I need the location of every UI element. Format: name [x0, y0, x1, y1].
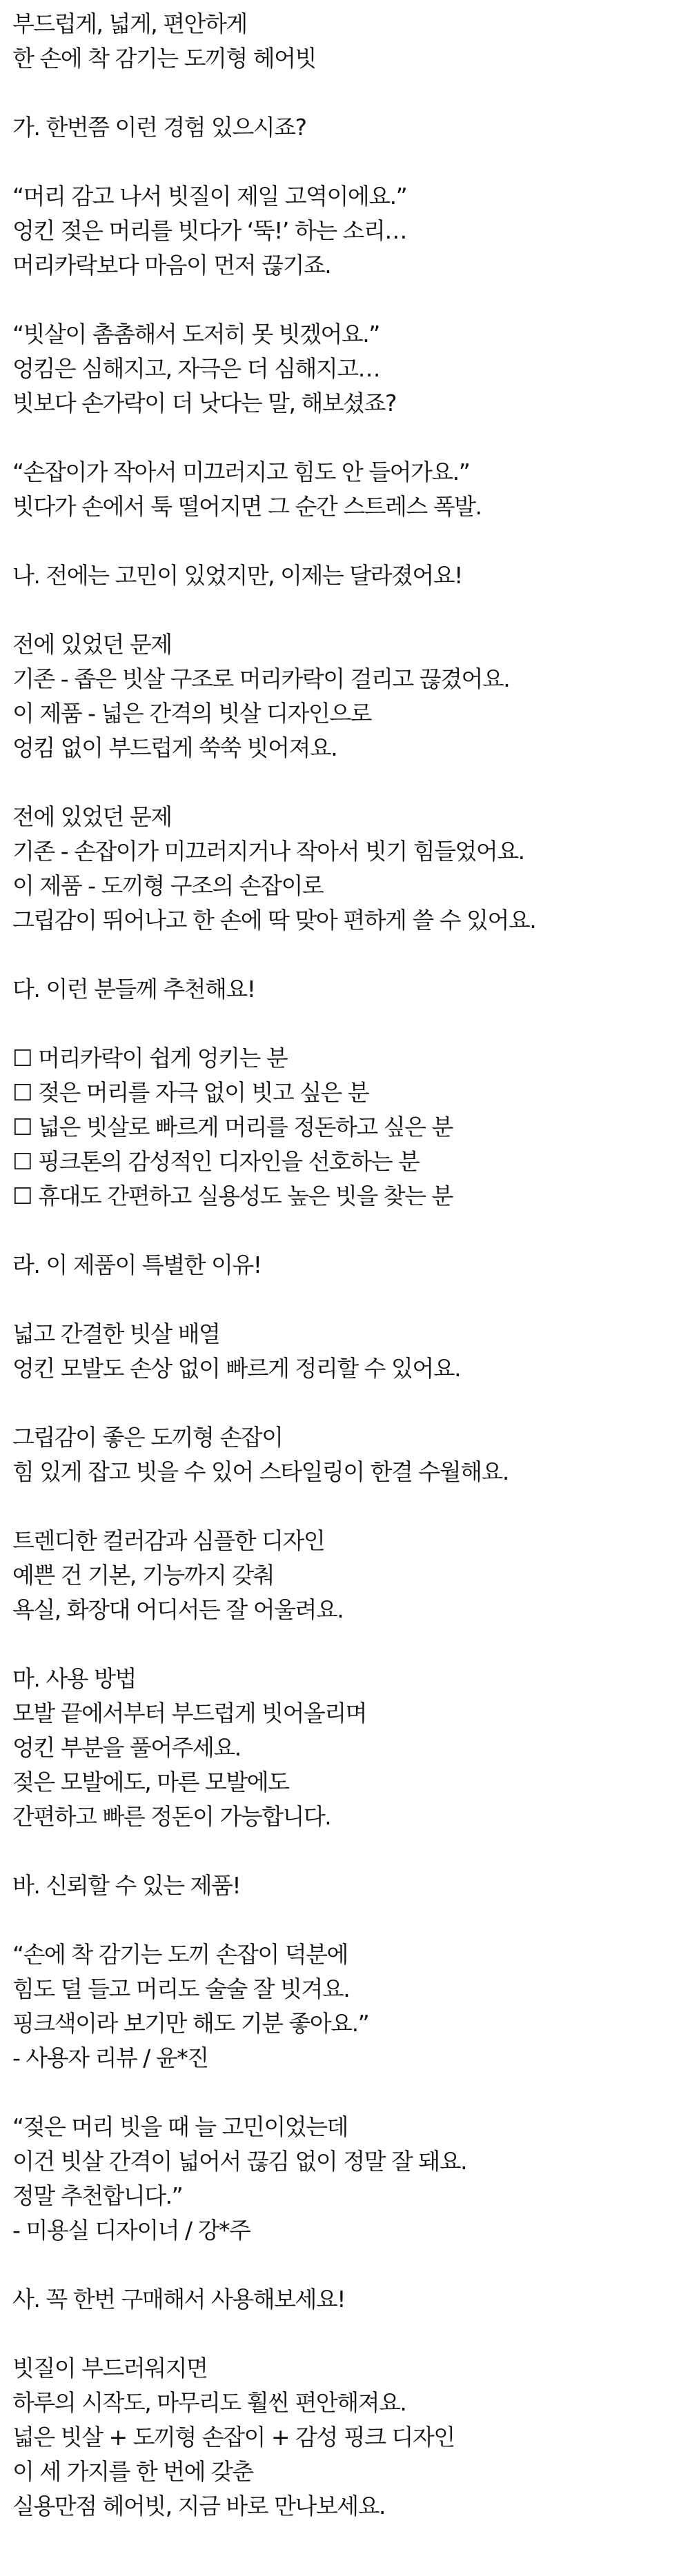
text-line: 부드럽게, 넓게, 편안하게	[12, 10, 247, 37]
blank-line	[12, 1627, 690, 1662]
blank-line	[12, 145, 690, 179]
blank-line	[12, 283, 690, 317]
blank-line	[12, 1489, 690, 1524]
checklist-item: ☐ 머리카락이 쉽게 엉키는 분	[12, 1045, 288, 1071]
text-line: 젖은 모발에도, 마른 모발에도	[12, 1769, 289, 1795]
text-line: 빗질이 부드러워지면	[12, 2355, 208, 2382]
checklist-item: ☐ 젖은 머리를 자극 없이 빗고 싶은 분	[12, 1079, 369, 1106]
blank-line	[12, 524, 690, 559]
text-line: 모발 끝에서부터 부드럽게 빗어올리며	[12, 1700, 367, 1727]
text-line: 엉킴은 심해지고, 자극은 더 심해지고…	[12, 355, 380, 382]
review-line: “손에 착 감기는 도끼 손잡이 덕분에	[12, 1941, 348, 1968]
blank-line	[12, 2248, 690, 2282]
text-line: 엉킨 부분을 풀어주세요.	[12, 1734, 241, 1761]
text-line: 기존 - 좁은 빗살 구조로 머리카락이 걸리고 끊겼어요.	[12, 665, 510, 692]
text-line: 머리카락보다 마음이 먼저 끊기죠.	[12, 252, 331, 279]
blank-line	[12, 938, 690, 972]
text-line: 엉킨 젖은 머리를 빗다가 ‘뚝!’ 하는 소리…	[12, 217, 406, 244]
checklist-item: ☐ 휴대도 간편하고 실용성도 높은 빗을 찾는 분	[12, 1183, 453, 1209]
blank-line	[12, 765, 690, 800]
text-line: 전에 있었던 문제	[12, 803, 172, 830]
text-line: 이 제품 - 도끼형 구조의 손잡이로	[12, 872, 324, 899]
section-heading: 나. 전에는 고민이 있었지만, 이제는 달라졌어요!	[12, 562, 462, 589]
text-line: 그립감이 좋은 도끼형 손잡이	[12, 1424, 283, 1451]
review-line: 정말 추천합니다.”	[12, 2182, 183, 2209]
text-line: 빗보다 손가락이 더 낫다는 말, 해보셨죠?	[12, 390, 397, 416]
text-line: 트렌디한 컬러감과 심플한 디자인	[12, 1527, 325, 1554]
text-line: “머리 감고 나서 빗질이 제일 고역이에요.”	[12, 183, 407, 210]
blank-line	[12, 1214, 690, 1248]
text-line: 힘 있게 잡고 빗을 수 있어 스타일링이 한결 수월해요.	[12, 1458, 509, 1485]
blank-line	[12, 421, 690, 455]
review-author: - 사용자 리뷰 / 윤*진	[12, 2044, 208, 2071]
text-line: 전에 있었던 문제	[12, 631, 172, 658]
blank-line	[12, 1282, 690, 1317]
text-line: 예쁜 건 기본, 기능까지 갖춰	[12, 1562, 275, 1589]
checklist-item: ☐ 핑크톤의 감성적인 디자인을 선호하는 분	[12, 1148, 420, 1175]
blank-line	[12, 1386, 690, 1420]
blank-line	[12, 1834, 690, 1869]
text-line: 이 세 가지를 한 번에 갖춘	[12, 2458, 253, 2485]
text-line: 욕실, 화장대 어디서든 잘 어울려요.	[12, 1596, 344, 1623]
blank-line	[12, 2317, 690, 2351]
section-heading: 바. 신뢰할 수 있는 제품!	[12, 1872, 241, 1899]
section-heading: 마. 사용 방법	[12, 1665, 136, 1692]
blank-line	[12, 593, 690, 627]
text-line: 한 손에 착 감기는 도끼형 헤어빗	[12, 45, 316, 72]
section-heading: 사. 꼭 한번 구매해서 사용해보세요!	[12, 2286, 345, 2313]
review-line: “젖은 머리 빗을 때 늘 고민이었는데	[12, 2113, 348, 2140]
text-line: 넓고 간결한 빗살 배열	[12, 1320, 220, 1347]
review-line: 이건 빗살 간격이 넓어서 끊김 없이 정말 잘 돼요.	[12, 2148, 467, 2175]
section-heading: 라. 이 제품이 특별한 이유!	[12, 1251, 262, 1278]
review-line: 핑크색이라 보기만 해도 기분 좋아요.”	[12, 2010, 369, 2037]
blank-line	[12, 76, 690, 110]
text-line: 간편하고 빠른 정돈이 가능합니다.	[12, 1803, 331, 1830]
text-line: 그립감이 뛰어나고 한 손에 딱 맞아 편하게 쓸 수 있어요.	[12, 907, 536, 934]
text-line: 하루의 시작도, 마무리도 훨씬 편안해져요.	[12, 2389, 406, 2416]
text-line: 엉킴 없이 부드럽게 쑥쑥 빗어져요.	[12, 734, 337, 761]
text-line: 넓은 빗살 + 도끼형 손잡이 + 감성 핑크 디자인	[12, 2424, 455, 2451]
blank-line	[12, 1903, 690, 1938]
blank-line	[12, 1007, 690, 1041]
review-author: - 미용실 디자이너 / 강*주	[12, 2217, 250, 2244]
checklist-item: ☐ 넓은 빗살로 빠르게 머리를 정돈하고 싶은 분	[12, 1114, 453, 1140]
text-line: 엉킨 모발도 손상 없이 빠르게 정리할 수 있어요.	[12, 1355, 461, 1382]
section-heading: 가. 한번쯤 이런 경험 있으시죠?	[12, 114, 306, 141]
blank-line	[12, 2075, 690, 2110]
review-line: 힘도 덜 들고 머리도 술술 잘 빗겨요.	[12, 1975, 350, 2002]
text-line: “손잡이가 작아서 미끄러지고 힘도 안 들어가요.”	[12, 459, 470, 485]
section-heading: 다. 이런 분들께 추천해요!	[12, 976, 255, 1003]
text-line: 빗다가 손에서 툭 떨어지면 그 순간 스트레스 폭발.	[12, 493, 482, 520]
text-line: 실용만점 헤어빗, 지금 바로 만나보세요.	[12, 2493, 385, 2519]
text-line: 이 제품 - 넓은 간격의 빗살 디자인으로	[12, 700, 372, 727]
text-line: “빗살이 촘촘해서 도저히 못 빗겠어요.”	[12, 321, 379, 348]
text-line: 기존 - 손잡이가 미끄러지거나 작아서 빗기 힘들었어요.	[12, 838, 524, 865]
